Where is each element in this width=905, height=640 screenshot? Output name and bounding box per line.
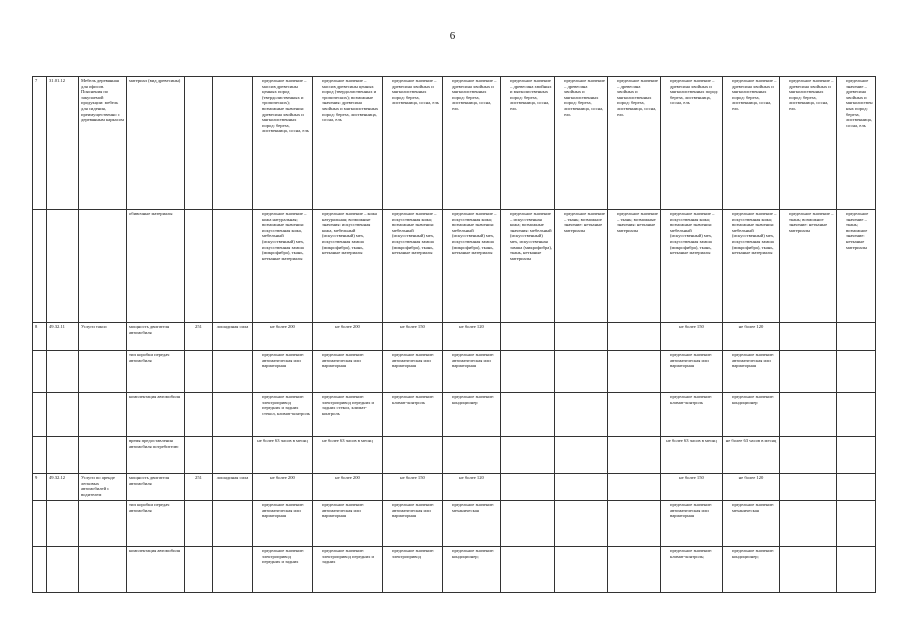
unit-name: лошадиная сила <box>213 474 253 501</box>
product-name <box>79 547 127 593</box>
value-cell: предельное значение – массив древесины ценных пород (твердолиственных и тропических); возможные значения: древесина хвойных и мягколиственных пород: береза, лиственница, сосна, ель <box>313 77 383 210</box>
value-cell: предельное значение – ткань; возможное значение: нетканые материалы <box>780 210 837 323</box>
okpd-code: 31.01.12 <box>47 77 79 210</box>
value-cell <box>555 547 608 593</box>
value-cell: предельное значение – древесина хвойных и мягколиственных пород: береза, лиственница, сосна, ель <box>443 77 501 210</box>
table-row <box>33 77 876 210</box>
value-cell <box>501 501 555 547</box>
value-cell <box>555 437 608 474</box>
value-cell: предельное значение – древесина хвойных и мягколиственных пород: береза, лиственница, сосна, ель <box>608 77 661 210</box>
unit-name: лошадиная сила <box>213 323 253 351</box>
value-cell <box>501 474 555 501</box>
value-cell: предельное значение: электропривод передних и задних стекол, климат-контроль <box>313 393 383 437</box>
value-cell: предельное значение: кондиционер <box>723 393 780 437</box>
value-cell <box>501 393 555 437</box>
table-row <box>33 323 876 351</box>
value-cell: не более 63 часов в месяц <box>253 437 313 474</box>
value-cell: предельное значение: климат-контроль <box>383 393 443 437</box>
value-cell: предельное значение: кондиционер <box>443 393 501 437</box>
value-cell <box>501 547 555 593</box>
value-cell <box>837 501 876 547</box>
characteristic: комплектация автомобиля <box>127 393 185 437</box>
table-row <box>33 437 876 474</box>
row-number <box>33 437 47 474</box>
value-cell: предельное значение – искусственная кожа; возможные значения: мебельный (искусственный) мех, искусственная замша (микрофибра), ткань, нетканые материалы <box>501 210 555 323</box>
row-number: 8 <box>33 323 47 351</box>
value-cell: не более 150 <box>661 474 723 501</box>
value-cell <box>608 501 661 547</box>
unit-code <box>185 77 213 210</box>
row-number: 7 <box>33 77 47 210</box>
table-row <box>33 351 876 393</box>
value-cell <box>837 323 876 351</box>
value-cell: не более 200 <box>253 474 313 501</box>
table-row <box>33 210 876 323</box>
value-cell: не более 120 <box>723 323 780 351</box>
value-cell: предельное значение – кожа натуральная; возможные значения: искусственная кожа, мебельный (искусственный) мех, искусственная замша (микрофибра), ткань, нетканые материалы <box>253 210 313 323</box>
product-name: Мебель деревянная для офисов. Пояснения по закупаемой продукции: мебель для сидения, преимущественно с деревянным каркасом <box>79 77 127 210</box>
row-number: 9 <box>33 474 47 501</box>
product-name <box>79 210 127 323</box>
characteristic: материал (вид древесины) <box>127 77 185 210</box>
value-cell: предельное значение – ткань; возможное значение: нетканые материалы <box>837 210 876 323</box>
characteristic: комплектация автомобиля <box>127 547 185 593</box>
table-row <box>33 474 876 501</box>
okpd-code <box>47 210 79 323</box>
value-cell <box>608 323 661 351</box>
unit-code: 251 <box>185 323 213 351</box>
value-cell: предельное значение – древесина хвойных и мягколиственных пород: береза, лиственница, сосна, ель <box>780 77 837 210</box>
characteristics-table <box>32 76 876 593</box>
row-number <box>33 547 47 593</box>
value-cell <box>837 474 876 501</box>
value-cell <box>608 437 661 474</box>
value-cell <box>501 351 555 393</box>
value-cell <box>608 393 661 437</box>
unit-code <box>185 351 213 393</box>
value-cell: не более 63 часов в месяц <box>723 437 780 474</box>
unit-name <box>213 547 253 593</box>
value-cell: предельное значение: автоматическая или вариаторная <box>723 351 780 393</box>
value-cell <box>555 393 608 437</box>
product-name: Услуги по аренде легковых автомобилей с водителем <box>79 474 127 501</box>
value-cell: предельное значение – искусственная кожа; возможные значения: мебельный (искусственный) мех, искусственная замша (микрофибра), ткань, нетканые материалы <box>383 210 443 323</box>
value-cell <box>555 474 608 501</box>
value-cell: предельное значение: кондиционер; <box>723 547 780 593</box>
table-row <box>33 501 876 547</box>
value-cell <box>555 351 608 393</box>
value-cell <box>501 437 555 474</box>
value-cell <box>383 437 443 474</box>
okpd-code: 49.32.11 <box>47 323 79 351</box>
value-cell: не более 150 <box>383 474 443 501</box>
value-cell: предельное значение – ткань; возможное значение: нетканые материалы <box>555 210 608 323</box>
value-cell: не более 120 <box>443 323 501 351</box>
row-number <box>33 393 47 437</box>
value-cell <box>443 437 501 474</box>
characteristic: время предоставления автомобиля потребителю <box>127 437 185 474</box>
value-cell <box>780 351 837 393</box>
value-cell: не более 200 <box>313 474 383 501</box>
value-cell <box>780 393 837 437</box>
value-cell <box>555 501 608 547</box>
value-cell: предельное значение: механическая <box>443 501 501 547</box>
product-name <box>79 501 127 547</box>
value-cell: предельное значение – древесина хвойных и мягколиственных пород: береза, лиственница, сосна, ель <box>383 77 443 210</box>
value-cell: не более 120 <box>443 474 501 501</box>
value-cell: не более 150 <box>661 323 723 351</box>
characteristic: мощность двигателя автомобиля <box>127 474 185 501</box>
value-cell: не более 200 <box>313 323 383 351</box>
unit-code <box>185 210 213 323</box>
unit-code <box>185 547 213 593</box>
value-cell: предельное значение – древесина хвойных и мягколиственных пород: береза, лиственница, сосна, ель <box>661 77 723 210</box>
table-row <box>33 393 876 437</box>
value-cell: предельное значение: автоматическая или вариаторная <box>661 351 723 393</box>
value-cell <box>837 351 876 393</box>
characteristic: мощность двигателя автомобиля <box>127 323 185 351</box>
value-cell: предельное значение – искусственная кожа; возможные значения: мебельный (искусственный) мех, искусственная замша (микрофибра), ткань, нетканые материалы <box>723 210 780 323</box>
value-cell: предельное значение – ткань; возможные значения: нетканые материалы <box>608 210 661 323</box>
value-cell <box>837 393 876 437</box>
value-cell <box>608 547 661 593</box>
value-cell: предельное значение: климат-контроль; <box>661 547 723 593</box>
okpd-code <box>47 547 79 593</box>
row-number <box>33 501 47 547</box>
unit-name <box>213 393 253 437</box>
value-cell: предельное значение – искусственная кожа; возможные значения: мебельный (искусственный) мех, искусственная замша (микрофибра), ткань, нетканые материалы <box>443 210 501 323</box>
value-cell: предельное значение: автоматическая или вариаторная <box>383 351 443 393</box>
okpd-code <box>47 351 79 393</box>
okpd-code: 49.32.12 <box>47 474 79 501</box>
product-name <box>79 393 127 437</box>
okpd-code <box>47 437 79 474</box>
value-cell: предельное значение: электропривод передних и задних <box>253 547 313 593</box>
value-cell <box>501 323 555 351</box>
unit-name <box>213 77 253 210</box>
value-cell: предельное значение: автоматическая или вариаторная <box>313 351 383 393</box>
value-cell: предельное значение: электропривод <box>383 547 443 593</box>
value-cell: предельное значение: автоматическая или вариаторная <box>383 501 443 547</box>
value-cell <box>837 437 876 474</box>
unit-code: 251 <box>185 474 213 501</box>
value-cell: предельное значение – древесина хвойных и мягколиственных пород: береза, лиственница, сосна, ель <box>837 77 876 210</box>
characteristic: тип коробки передач автомобиля <box>127 501 185 547</box>
value-cell <box>837 547 876 593</box>
product-name <box>79 437 127 474</box>
value-cell: предельное значение – кожа натуральная; возможные значения: искусственная кожа, мебельный (искусственный) мех, искусственная замша (микрофибра), ткань, нетканые материалы <box>313 210 383 323</box>
value-cell <box>780 437 837 474</box>
unit-name <box>213 351 253 393</box>
value-cell <box>608 474 661 501</box>
product-name: Услуги такси <box>79 323 127 351</box>
value-cell: предельное значение – древесина хвойных и мягколиственных пород: береза, лиственница, сосна, ель <box>555 77 608 210</box>
value-cell <box>780 547 837 593</box>
value-cell: не более 120 <box>723 474 780 501</box>
row-number <box>33 351 47 393</box>
page-number: 6 <box>449 30 456 42</box>
characteristic: тип коробки передач автомобиля <box>127 351 185 393</box>
unit-code <box>185 437 213 474</box>
value-cell: предельное значение: автоматическая или вариаторная <box>313 501 383 547</box>
unit-name <box>213 210 253 323</box>
table-row <box>33 547 876 593</box>
value-cell: предельное значение: автоматическая или вариаторная <box>253 501 313 547</box>
value-cell <box>780 323 837 351</box>
value-cell: предельное значение: электропривод передних и задних стекол, климат-контроль <box>253 393 313 437</box>
unit-code <box>185 501 213 547</box>
value-cell <box>780 501 837 547</box>
okpd-code <box>47 501 79 547</box>
value-cell: предельное значение: механическая <box>723 501 780 547</box>
value-cell <box>555 323 608 351</box>
unit-name <box>213 501 253 547</box>
value-cell: предельное значение: климат-контроль <box>661 393 723 437</box>
value-cell: не более 150 <box>383 323 443 351</box>
row-number <box>33 210 47 323</box>
unit-code <box>185 393 213 437</box>
value-cell <box>608 351 661 393</box>
value-cell: предельное значение – искусственная кожа; возможные значения: мебельный (искусственный) мех, искусственная замша (микрофибра), ткань, нетканые материалы <box>661 210 723 323</box>
okpd-code <box>47 393 79 437</box>
unit-name <box>213 437 253 474</box>
value-cell <box>780 474 837 501</box>
value-cell: предельное значение: кондиционер; <box>443 547 501 593</box>
value-cell: предельное значение – древесина хвойных и мягколиственных пород: береза, лиственница, сосна, ель <box>723 77 780 210</box>
value-cell: не более 200 <box>253 323 313 351</box>
characteristic: обивочные материалы <box>127 210 185 323</box>
value-cell: не более 63 часов в месяц <box>661 437 723 474</box>
value-cell: предельное значение: автоматическая или вариаторная <box>661 501 723 547</box>
value-cell: предельное значение: автоматическая или вариаторная <box>443 351 501 393</box>
value-cell: не более 63 часов в месяц <box>313 437 383 474</box>
value-cell: предельное значение: электропривод передних и задних <box>313 547 383 593</box>
product-name <box>79 351 127 393</box>
value-cell: предельное значение – древесина хвойных и мягколиственных пород: береза, лиственница, сосна, ель <box>501 77 555 210</box>
value-cell: предельное значение: автоматическая или вариаторная <box>253 351 313 393</box>
value-cell: предельное значение – массив древесины ценных пород (твердолиственных и тропических); возможные значения: древесина хвойных и мягколиственных пород: береза, лиственница, сосна, ель <box>253 77 313 210</box>
